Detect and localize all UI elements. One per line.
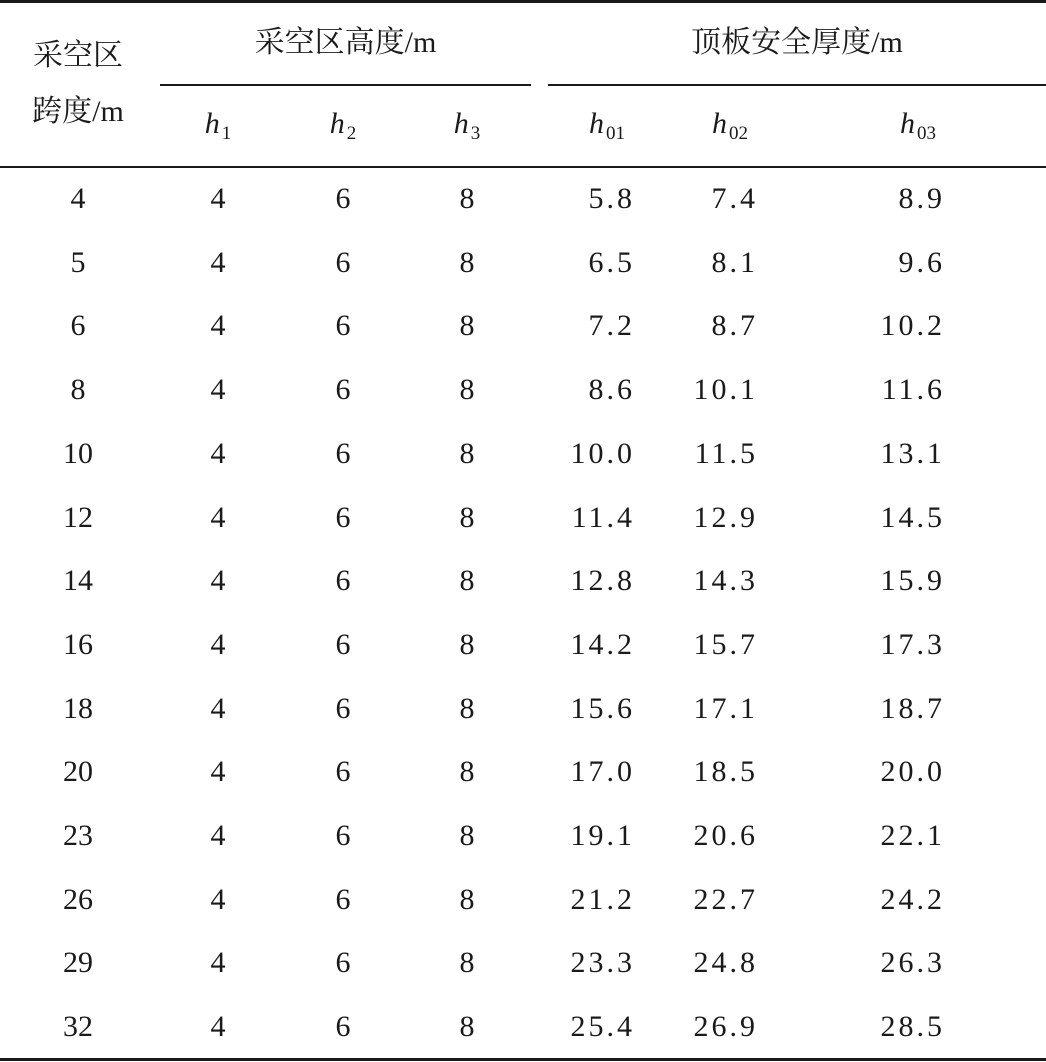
table-cell: 4 [210, 755, 226, 789]
table-cell: 8 [459, 436, 475, 470]
table-cell: 6 [335, 882, 351, 916]
table-cell: 8 [459, 564, 475, 598]
table-cell: 6 [335, 500, 351, 534]
table-cell: 32 [63, 1010, 93, 1044]
table-cell: 8 [459, 309, 475, 343]
table-cell: 7.4 [711, 182, 758, 215]
table-cell: 29 [63, 946, 93, 980]
table-cell: 4 [210, 627, 226, 661]
table-cell: 14.3 [693, 564, 758, 598]
table-cell: 6 [335, 1010, 351, 1044]
thickness-group-header: 顶板安全厚度/m [691, 26, 903, 59]
table-cell: 18.5 [693, 755, 758, 789]
table-cell: 8.6 [588, 373, 635, 407]
header-bottom-rule [0, 166, 1046, 168]
table-cell: 8 [459, 691, 475, 725]
table-cell: 18 [63, 691, 93, 725]
table-cell: 20.6 [693, 819, 758, 852]
table-cell: 4 [210, 564, 226, 598]
table-cell: 22.1 [880, 819, 945, 852]
table-cell: 8 [459, 819, 475, 852]
table-cell: 8 [459, 1010, 475, 1044]
table-cell: 19.1 [570, 819, 635, 852]
table-cell: 26.3 [880, 946, 945, 980]
table-cell: 8 [459, 182, 475, 215]
table-cell: 6 [335, 436, 351, 470]
table-cell: 11.4 [571, 500, 635, 534]
table-cell: 5 [70, 245, 86, 279]
table-cell: 4 [210, 500, 226, 534]
table-cell: 4 [210, 882, 226, 916]
table-cell: 15.7 [693, 627, 758, 661]
table-cell: 17.0 [570, 755, 635, 789]
subcolumn-header-h03: h $_{03}$ [900, 107, 936, 144]
table-cell: 6 [335, 819, 351, 852]
table-cell: 4 [210, 819, 226, 852]
subcolumn-header-h02: h $_{02}$ [712, 107, 748, 144]
table-cell: 26 [63, 882, 93, 916]
table-cell: 6 [70, 309, 86, 343]
table-cell: 17.1 [693, 691, 758, 725]
table-cell: 6 [335, 946, 351, 980]
table-cell: 4 [210, 1010, 226, 1044]
table-cell: 10.1 [693, 373, 758, 407]
table-cell: 15.6 [570, 691, 635, 725]
table-cell: 4 [210, 309, 226, 343]
table-cell: 6 [335, 309, 351, 343]
table-cell: 6 [335, 564, 351, 598]
table-cell: 4 [210, 182, 226, 215]
table-cell: 20 [63, 755, 93, 789]
subcolumn-header-h2: h $_2$ [329, 107, 357, 144]
table-cell: 4 [210, 946, 226, 980]
table-cell: 14.5 [880, 500, 945, 534]
table-cell: 22.7 [693, 882, 758, 916]
table-cell: 14.2 [570, 627, 635, 661]
table-cell: 8 [459, 500, 475, 534]
table-cell: 17.3 [880, 627, 945, 661]
table-cell: 12.9 [693, 500, 758, 534]
table-cell: 10.2 [880, 309, 945, 343]
table-cell: 23 [63, 819, 93, 852]
table-cell: 8.7 [711, 309, 758, 343]
table-cell: 8 [459, 946, 475, 980]
table-cell: 8 [459, 627, 475, 661]
table-cell: 6 [335, 627, 351, 661]
table-cell: 6 [335, 691, 351, 725]
table-cell: 11.6 [881, 373, 945, 407]
table-cell: 26.9 [693, 1010, 758, 1044]
table-cell: 4 [210, 436, 226, 470]
table-cell: 12.8 [570, 564, 635, 598]
table-cell: 25.4 [570, 1010, 635, 1044]
subcolumn-header-h3: h $_3$ [453, 107, 481, 144]
table-cell: 10.0 [570, 436, 635, 470]
table-cell: 8 [70, 373, 86, 407]
table-cell: 6 [335, 182, 351, 215]
table-cell: 4 [210, 691, 226, 725]
table-cell: 8 [459, 245, 475, 279]
table-cell: 9.6 [898, 245, 945, 279]
thickness-group-rule [548, 84, 1046, 86]
table-cell: 4 [70, 182, 86, 215]
table-cell: 6.5 [588, 245, 635, 279]
table-cell: 24.8 [693, 946, 758, 980]
table-cell: 13.1 [880, 436, 945, 470]
table-cell: 8 [459, 882, 475, 916]
table-cell: 8.1 [711, 245, 758, 279]
table-cell: 10 [63, 436, 93, 470]
table-cell: 8 [459, 755, 475, 789]
height-group-rule [160, 84, 531, 86]
table-cell: 6 [335, 755, 351, 789]
table-cell: 5.8 [588, 182, 635, 215]
top-rule [0, 0, 1046, 3]
table-cell: 23.3 [570, 946, 635, 980]
subcolumn-header-h01: h $_{01}$ [589, 107, 625, 144]
table-cell: 6 [335, 245, 351, 279]
span-header-line2: 跨度/m [32, 95, 124, 128]
table-cell: 12 [63, 500, 93, 534]
table-cell: 8 [459, 373, 475, 407]
span-header-line1: 采空区 [33, 39, 123, 72]
table-cell: 6 [335, 373, 351, 407]
height-group-header: 采空区高度/m [254, 26, 437, 59]
table-cell: 11.5 [694, 436, 758, 470]
table-cell: 15.9 [880, 564, 945, 598]
table-cell: 28.5 [880, 1010, 945, 1044]
bottom-rule [0, 1058, 1046, 1061]
table-cell: 4 [210, 373, 226, 407]
subcolumn-header-h1: h $_1$ [204, 107, 232, 144]
table-cell: 8.9 [898, 182, 945, 215]
table-cell: 20.0 [880, 755, 945, 789]
table-cell: 14 [63, 564, 93, 598]
table-cell: 16 [63, 627, 93, 661]
table-cell: 7.2 [588, 309, 635, 343]
table-cell: 21.2 [570, 882, 635, 916]
table-cell: 18.7 [880, 691, 945, 725]
table-cell: 24.2 [880, 882, 945, 916]
table-cell: 4 [210, 245, 226, 279]
